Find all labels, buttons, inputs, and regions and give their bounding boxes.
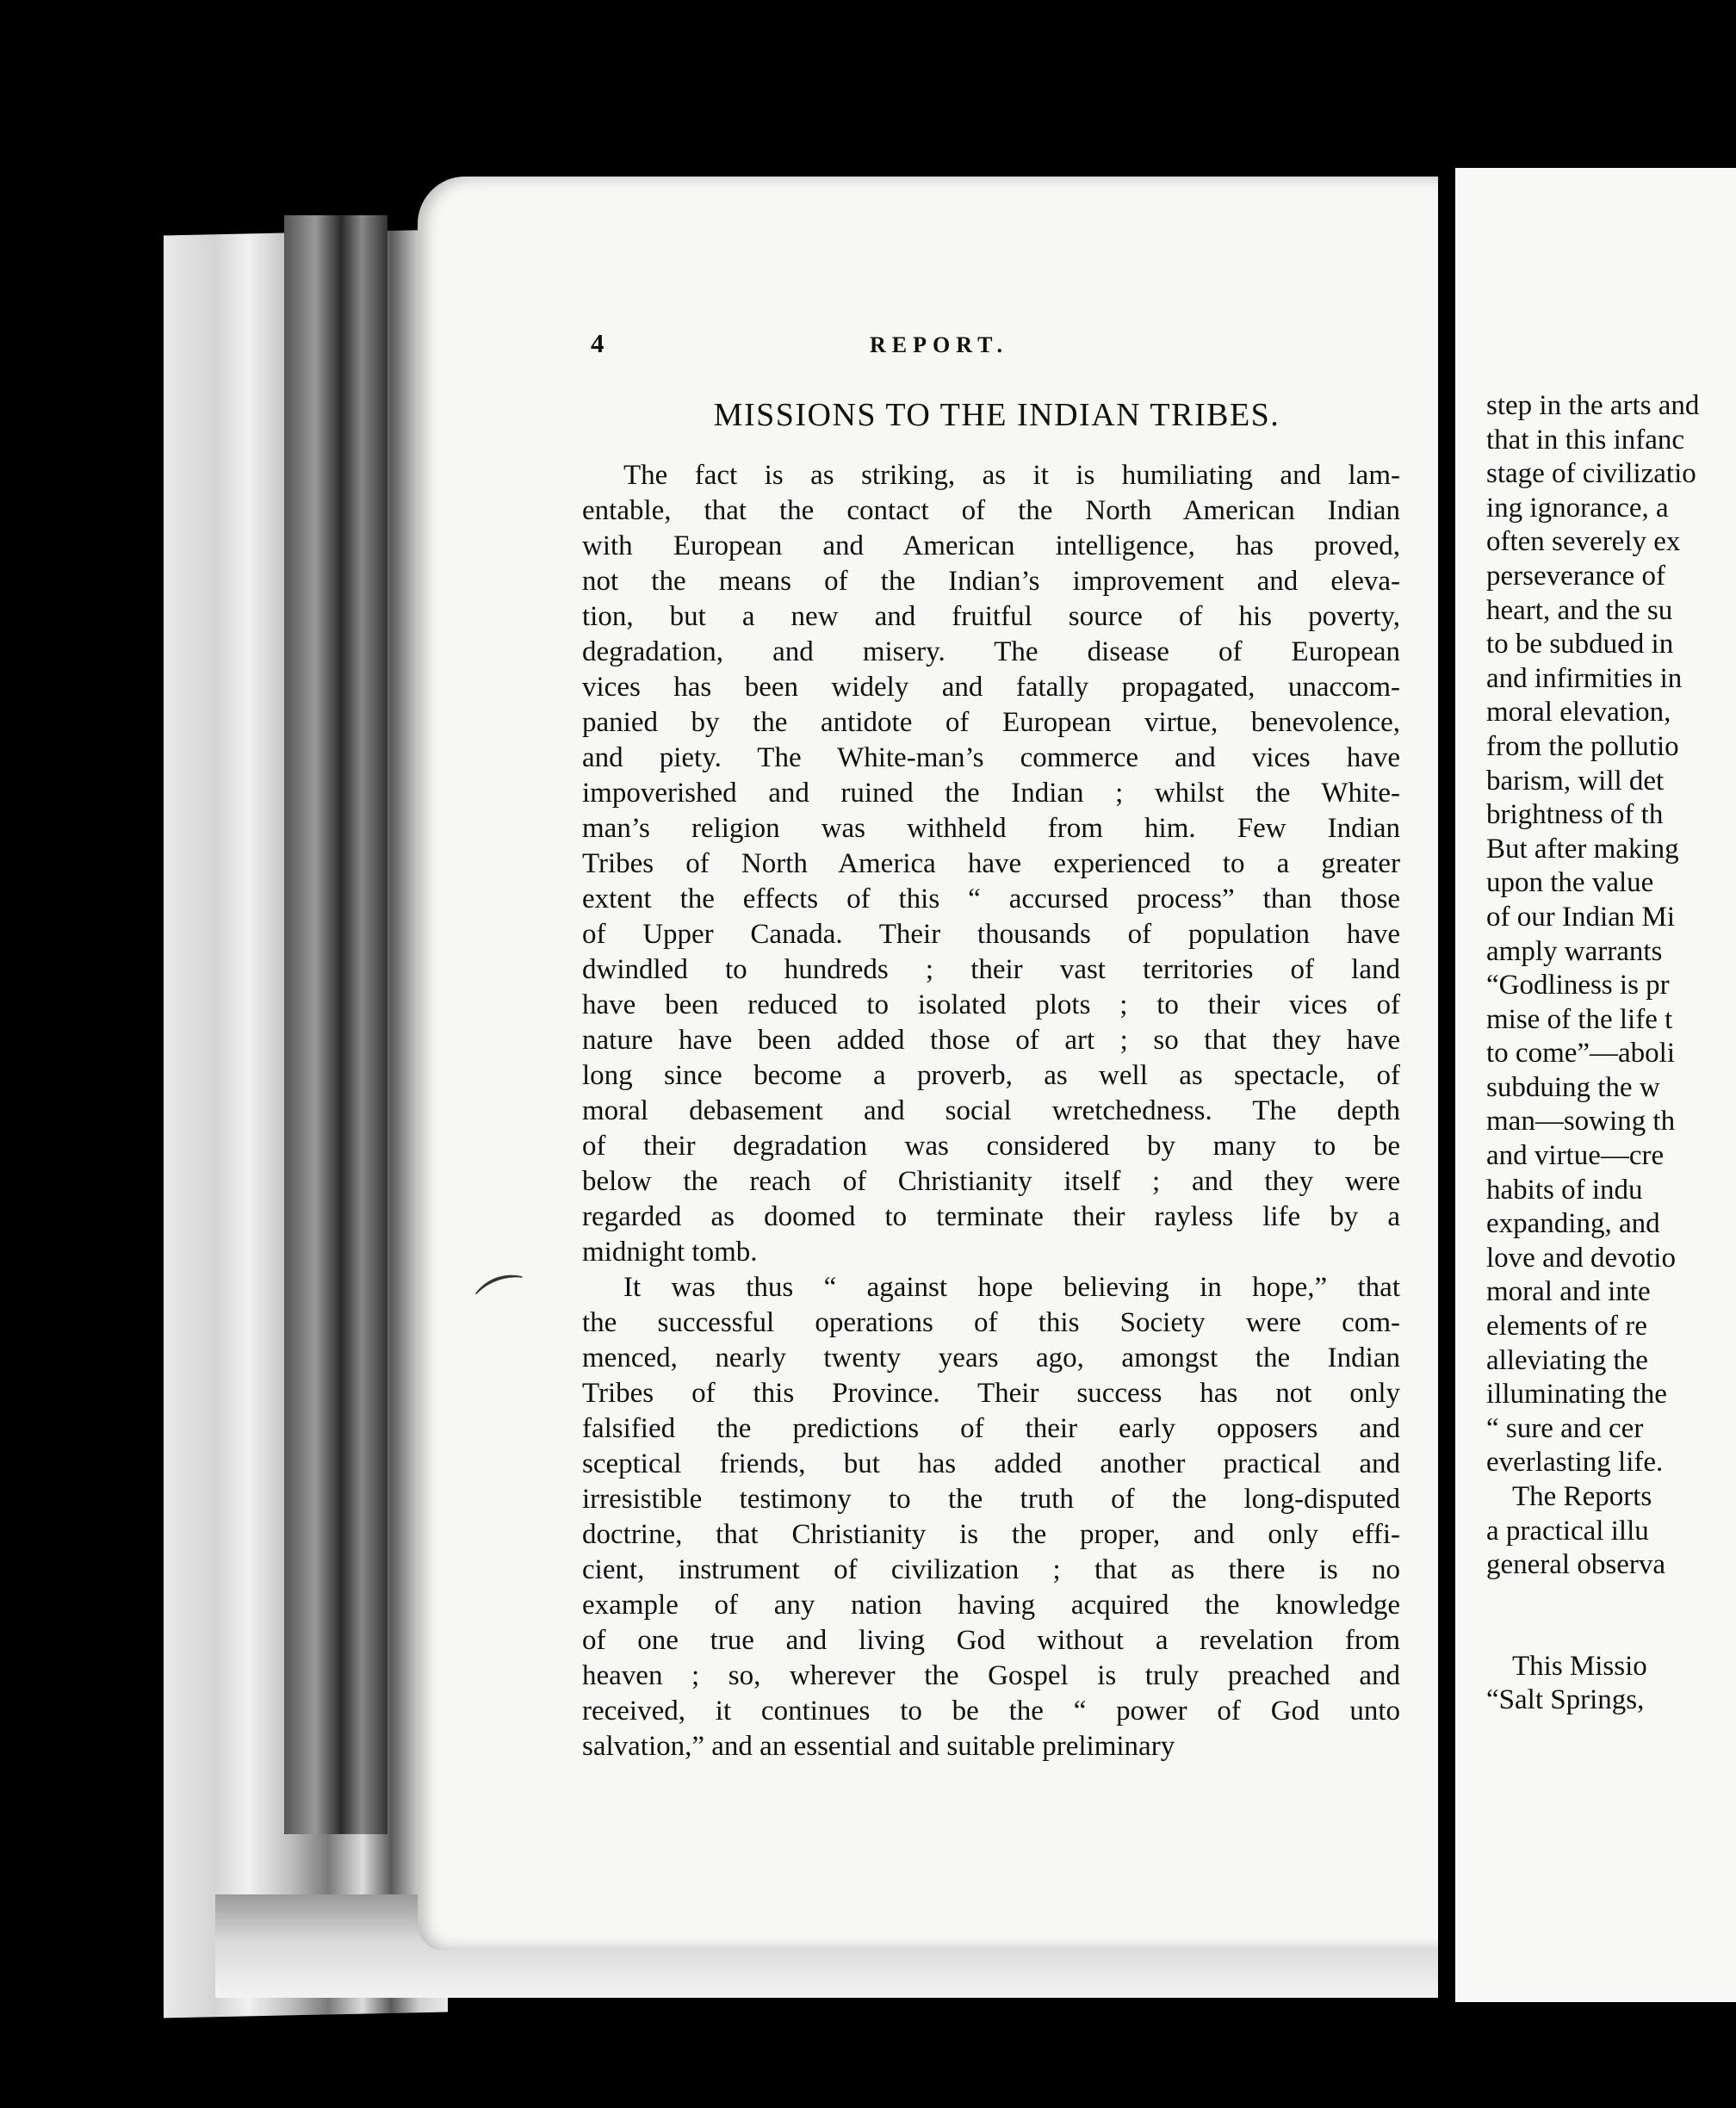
text-line: But after making [1486, 833, 1679, 865]
text-line: “Salt Springs, [1486, 1684, 1645, 1716]
text-line: moral debasement and social wretchedness. The depth [582, 1095, 1400, 1126]
text-line: elements of re [1486, 1311, 1647, 1342]
text-line: and piety. The White-man’s commerce and vices have [582, 742, 1400, 773]
text-line: Tribes of North America have experienced to a greater [582, 848, 1400, 879]
text-line: menced, nearly twenty years ago, amongst the Indian [582, 1342, 1400, 1373]
text-line: impoverished and ruined the Indian ; whilst the White- [582, 778, 1400, 809]
text-line: example of any nation having acquired the knowledge [582, 1590, 1400, 1621]
text-line: irresistible testimony to the truth of the long-disputed [582, 1484, 1400, 1515]
text-line: The Reports [1512, 1481, 1652, 1512]
text-line: long since become a proverb, as well as spectacle, of [582, 1060, 1400, 1091]
text-line: doctrine, that Christianity is the proper, and only effi- [582, 1519, 1400, 1550]
text-line: expanding, and [1486, 1208, 1660, 1240]
text-line: to be subdued in [1486, 629, 1674, 660]
text-line: Tribes of this Province. Their success has not only [582, 1378, 1400, 1409]
text-line: “ sure and cer [1486, 1412, 1644, 1444]
text-line: tion, but a new and fruitful source of his poverty, [582, 601, 1400, 632]
text-line: It was thus “ against hope believing in hope,” that [623, 1272, 1400, 1303]
text-line: of one true and living God without a revelation from [582, 1625, 1400, 1656]
text-line: upon the value [1486, 867, 1654, 899]
text-line: amply warrants [1486, 935, 1663, 967]
text-line: from the pollutio [1486, 730, 1679, 762]
text-line: salvation,” and an essential and suitable preliminary [582, 1731, 1175, 1762]
text-line: illuminating the [1486, 1379, 1667, 1410]
text-line: received, it continues to be the “ power of God unto [582, 1696, 1400, 1727]
text-line: sceptical friends, but has added another practical and [582, 1448, 1400, 1479]
text-line: a practical illu [1486, 1515, 1649, 1547]
text-line: This Missio [1512, 1650, 1647, 1682]
text-line: often severely ex [1486, 526, 1681, 558]
text-line: heaven ; so, wherever the Gospel is truly preached and [582, 1660, 1400, 1691]
text-line: and virtue—cre [1486, 1140, 1665, 1172]
text-line: man—sowing th [1486, 1106, 1676, 1138]
text-line: have been reduced to isolated plots ; to their vices of [582, 989, 1400, 1020]
text-line: man’s religion was withheld from him. Few Indian [582, 813, 1400, 844]
text-line: midnight tomb. [582, 1237, 758, 1268]
text-line: “Godliness is pr [1486, 970, 1670, 1001]
text-line: heart, and the su [1486, 594, 1673, 626]
text-line: barism, will det [1486, 765, 1665, 797]
text-line: stage of civilizatio [1486, 458, 1696, 490]
text-line: moral elevation, [1486, 697, 1671, 728]
text-line: extent the effects of this “ accursed process” than those [582, 884, 1400, 914]
text-line: of Upper Canada. Their thousands of population have [582, 919, 1400, 950]
text-line: step in the arts and [1486, 390, 1700, 421]
section-title: MISSIONS TO THE INDIAN TRIBES. [713, 397, 1280, 433]
text-line: panied by the antidote of European virtue, benevolence, [582, 707, 1400, 738]
text-line: cient, instrument of civilization ; that as there is no [582, 1554, 1400, 1585]
text-line: of our Indian Mi [1486, 901, 1676, 933]
text-line: the successful operations of this Society were com- [582, 1307, 1400, 1338]
text-line: of their degradation was considered by many to be [582, 1131, 1400, 1162]
text-line: with European and American intelligence, has proved, [582, 530, 1400, 561]
text-line: degradation, and misery. The disease of European [582, 636, 1400, 667]
text-line: entable, that the contact of the North American Indian [582, 495, 1400, 526]
text-line: alleviating the [1486, 1344, 1648, 1376]
text-line: nature have been added those of art ; so that they have [582, 1025, 1400, 1056]
left-page-text [582, 458, 1400, 1764]
text-line: vices has been widely and fatally propagated, unaccom- [582, 672, 1400, 703]
text-line: below the reach of Christianity itself ; and they were [582, 1166, 1400, 1197]
right-page-text [1486, 389, 1736, 1718]
text-line: and infirmities in [1486, 662, 1683, 694]
text-line: not the means of the Indian’s improvement and eleva- [582, 566, 1400, 597]
text-line: perseverance of [1486, 560, 1665, 592]
text-line: brightness of th [1486, 799, 1664, 831]
text-line: that in this infanc [1486, 424, 1685, 456]
running-head: REPORT. [870, 332, 1008, 357]
text-line: falsified the predictions of their early opposers and [582, 1413, 1400, 1444]
text-line: general observa [1486, 1549, 1665, 1581]
text-line: mise of the life t [1486, 1003, 1673, 1035]
page-gutter [1438, 172, 1455, 1998]
text-line: habits of indu [1486, 1174, 1643, 1206]
text-line: everlasting life. [1486, 1447, 1664, 1479]
text-line: subduing the w [1486, 1071, 1660, 1103]
text-line: love and devotio [1486, 1242, 1676, 1274]
text-line: regarded as doomed to terminate their rayless life by a [582, 1201, 1400, 1232]
text-line: ing ignorance, a [1486, 492, 1669, 524]
book-binding-shadow [284, 215, 388, 1834]
page-number: 4 [591, 328, 604, 358]
text-line: moral and inte [1486, 1276, 1651, 1308]
text-line: dwindled to hundreds ; their vast territories of land [582, 954, 1400, 985]
text-line: The fact is as striking, as it is humiliating and lam- [623, 460, 1400, 491]
text-line: to come”—aboli [1486, 1038, 1676, 1070]
margin-pencil-mark: ⌒ [471, 1267, 540, 1338]
